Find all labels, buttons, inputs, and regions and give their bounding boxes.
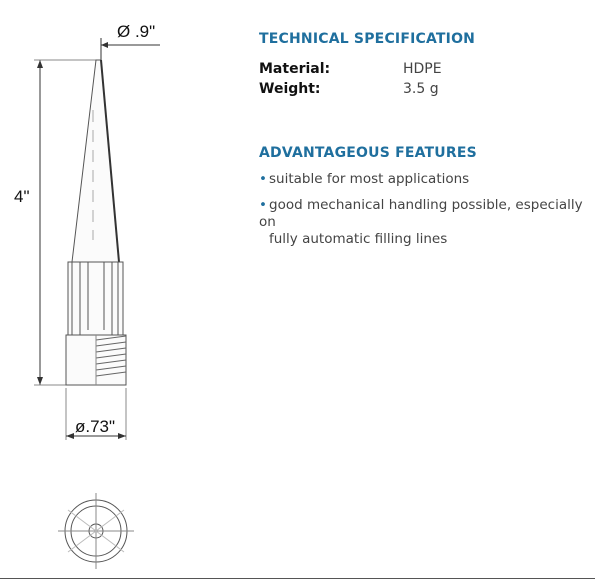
spec-row-material xyxy=(259,61,559,81)
tip-diameter-label: Ø .9" xyxy=(117,22,156,41)
spec-value: 3.5 g xyxy=(403,81,439,97)
nozzle-cone xyxy=(72,60,119,262)
base-diameter-label: ø.73" xyxy=(75,417,116,436)
feature-item: • suitable for most applications xyxy=(259,171,470,187)
length-label: 4" xyxy=(14,187,30,206)
technical-specification-title: TECHNICAL SPECIFICATION xyxy=(259,31,476,47)
bullet-icon: • xyxy=(259,197,267,213)
feature-item-continuation: fully automatic filling lines xyxy=(269,231,448,247)
bottom-divider xyxy=(0,578,595,579)
nozzle-bottom-view xyxy=(58,493,134,569)
spec-row-weight xyxy=(259,81,559,101)
spec-label: Material: xyxy=(259,61,331,77)
spec-value: HDPE xyxy=(403,61,442,77)
bullet-icon: • xyxy=(259,171,267,187)
nozzle-collar xyxy=(68,262,123,335)
feature-item: • good mechanical handling possible, especially on fully automatic filling lines xyxy=(259,197,589,248)
advantageous-features-title: ADVANTAGEOUS FEATURES xyxy=(259,145,477,161)
spec-label: Weight: xyxy=(259,81,321,97)
nozzle-technical-drawing xyxy=(0,0,250,583)
